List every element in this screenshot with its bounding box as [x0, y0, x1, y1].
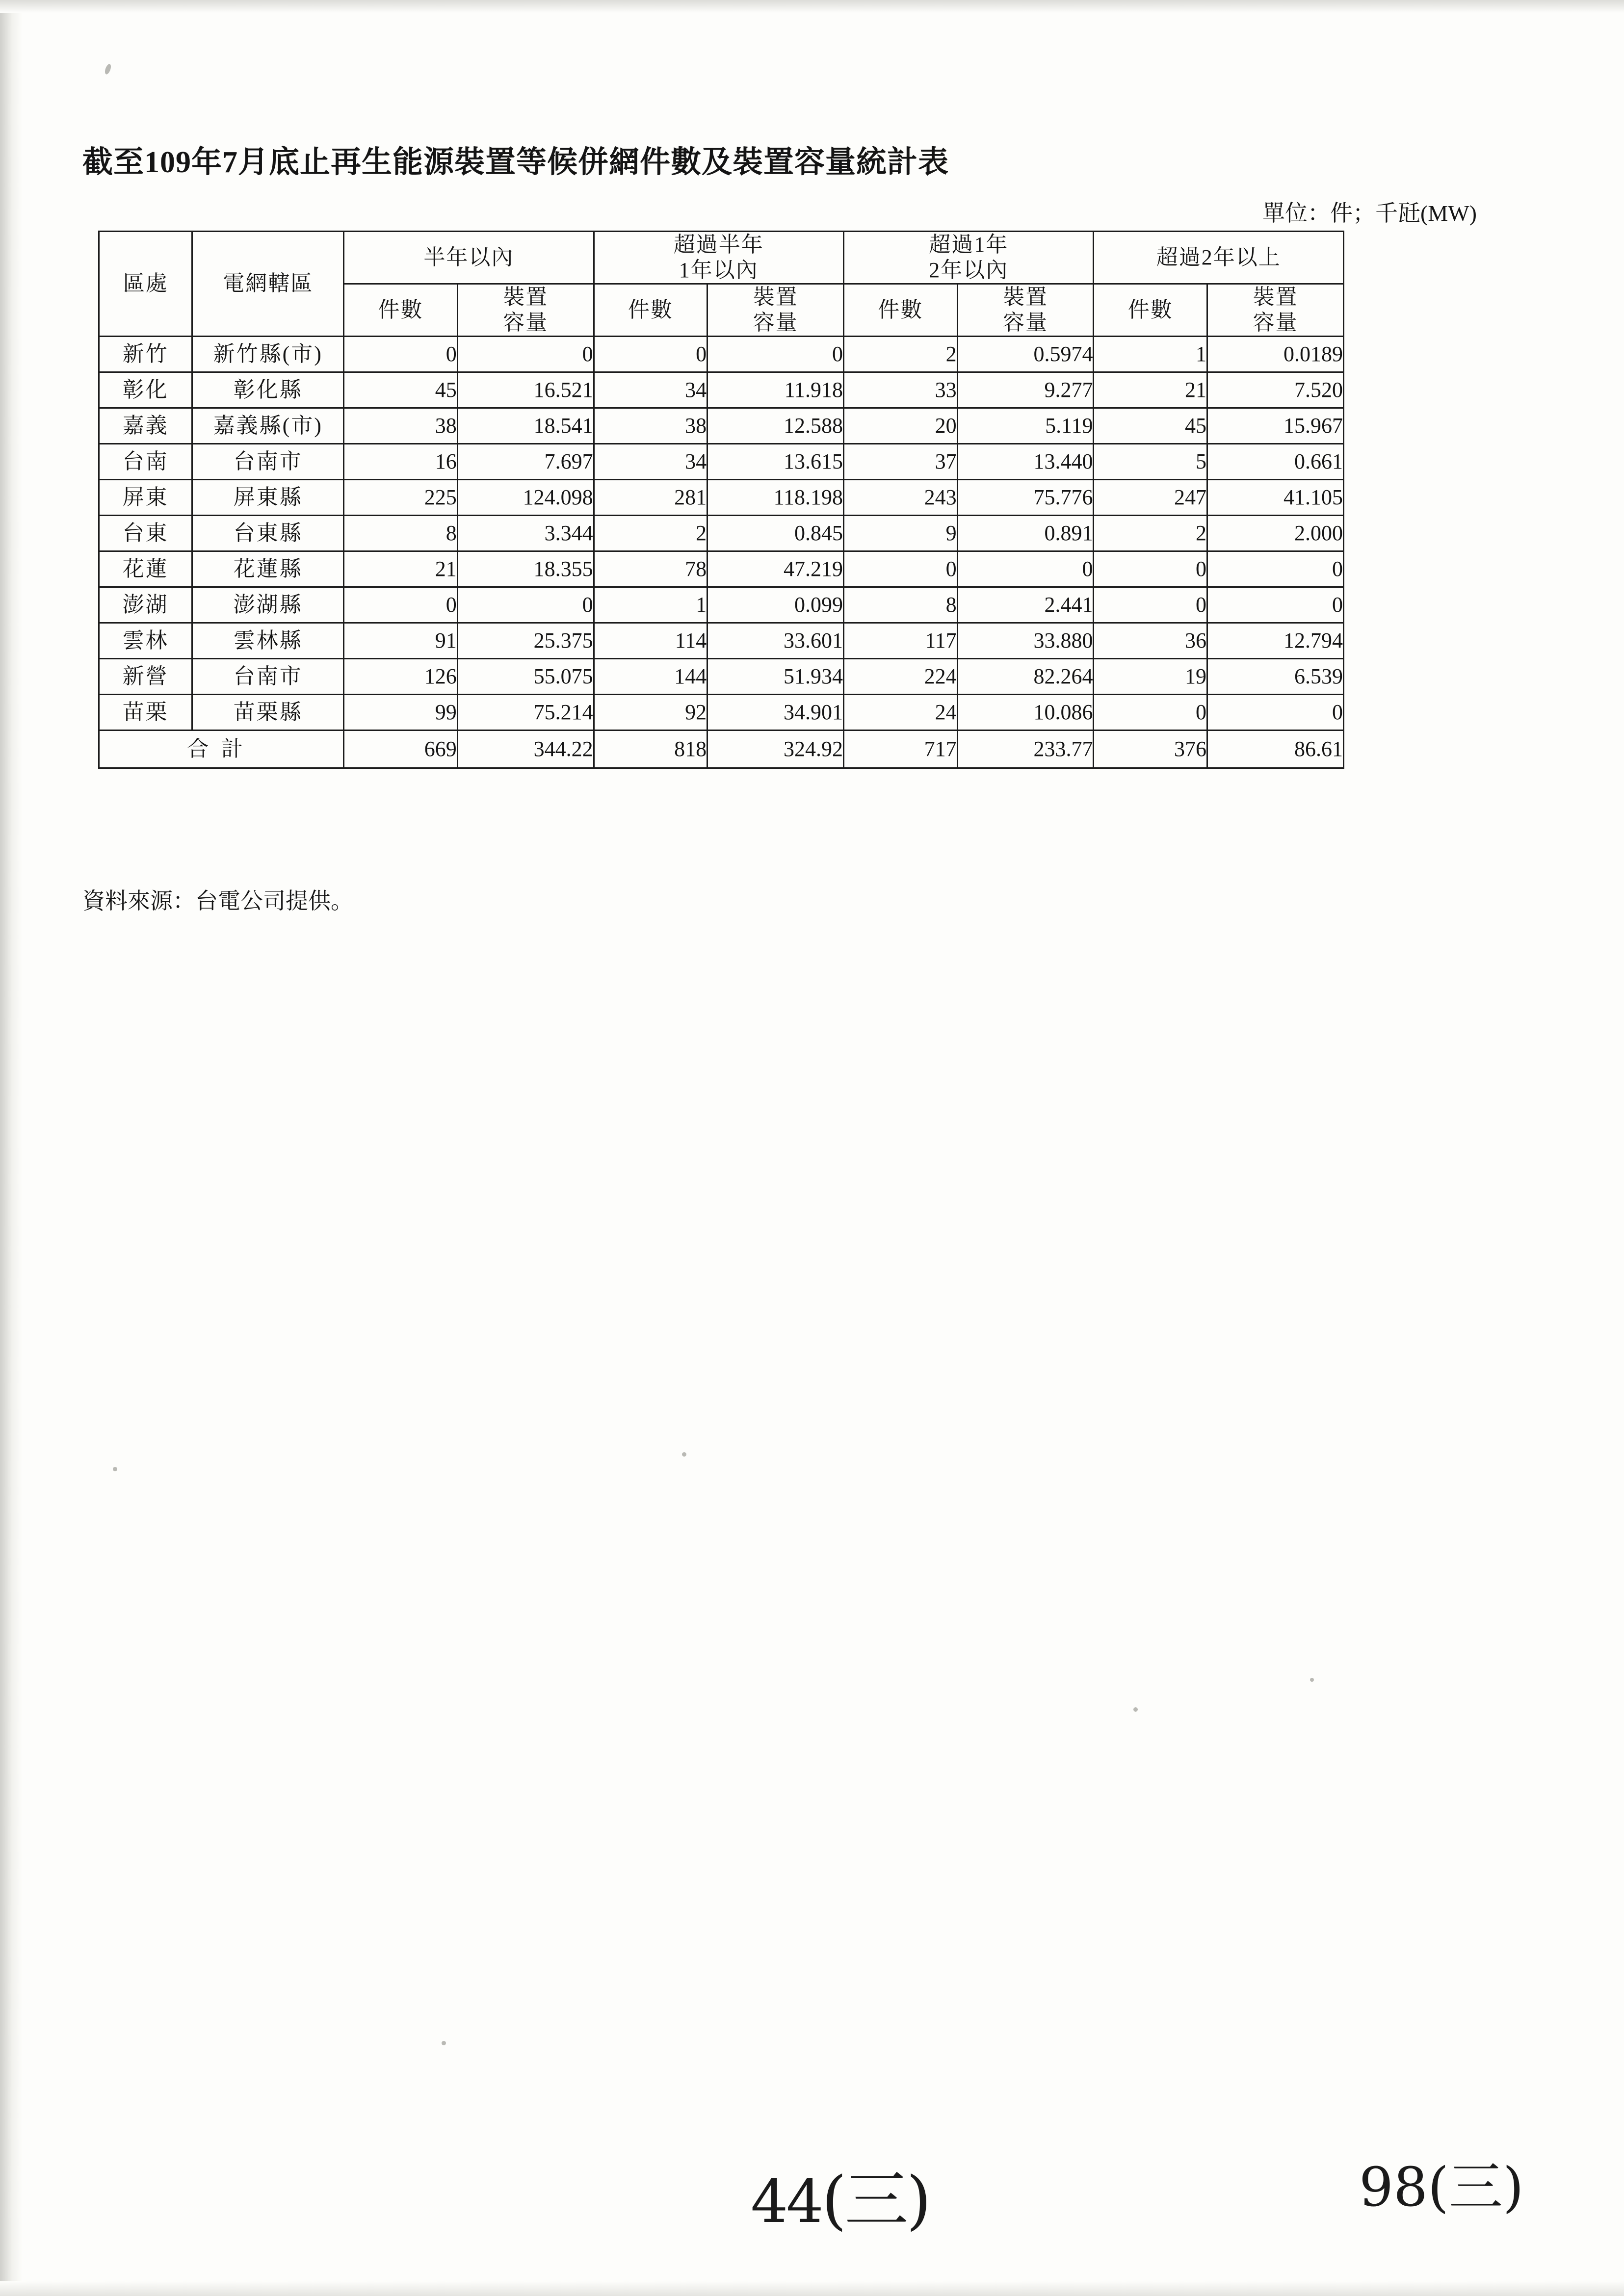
table-row	[99, 408, 1344, 444]
cell-total-count-4: 376	[1094, 730, 1207, 768]
cell-count-3: 9	[844, 515, 958, 551]
cell-total-capacity-4: 86.61	[1207, 730, 1344, 768]
cell-capacity-4: 2.000	[1207, 515, 1344, 551]
cell-grid: 苗栗縣	[192, 694, 344, 730]
cell-count-3: 243	[844, 479, 958, 515]
cell-total-label: 合計	[99, 730, 344, 768]
cell-region: 台東	[99, 515, 192, 551]
scan-speck	[682, 1452, 686, 1457]
cell-count-3: 224	[844, 658, 958, 694]
header-capacity-2-line1: 裝置	[753, 285, 798, 309]
cell-capacity-2: 33.601	[707, 623, 844, 658]
header-capacity-1-line1: 裝置	[503, 285, 549, 309]
cell-capacity-2: 12.588	[707, 408, 844, 444]
table-row	[99, 551, 1344, 587]
cell-capacity-4: 0	[1207, 551, 1344, 587]
cell-grid: 花蓮縣	[192, 551, 344, 587]
handwritten-page-number: 44	[751, 2168, 822, 2236]
cell-count-2: 0	[594, 336, 707, 372]
cell-total-capacity-3: 233.77	[957, 730, 1094, 768]
cell-count-4: 0	[1094, 551, 1207, 587]
handwritten-page-suffix-right: (三)	[1427, 2156, 1524, 2218]
cell-count-2: 38	[594, 408, 707, 444]
cell-region: 花蓮	[99, 551, 192, 587]
cell-capacity-4: 7.520	[1207, 372, 1344, 408]
cell-capacity-2: 51.934	[707, 658, 844, 694]
cell-count-4: 36	[1094, 623, 1207, 658]
scan-speck	[104, 63, 112, 75]
cell-capacity-1: 18.355	[457, 551, 594, 587]
cell-grid: 彰化縣	[192, 372, 344, 408]
cell-region: 新竹	[99, 336, 192, 372]
cell-capacity-3: 0.891	[957, 515, 1094, 551]
header-capacity-2	[707, 284, 844, 336]
table-row	[99, 623, 1344, 658]
cell-count-2: 92	[594, 694, 707, 730]
header-group-one-to-two-year	[844, 232, 1094, 284]
cell-total-count-3: 717	[844, 730, 958, 768]
handwritten-page-number-right: 98	[1359, 2156, 1428, 2218]
scan-edge-left	[0, 0, 23, 2296]
header-group-half-to-one-year	[594, 232, 843, 284]
cell-count-2: 114	[594, 623, 707, 658]
header-capacity-4	[1207, 284, 1344, 336]
cell-capacity-2: 0.099	[707, 587, 844, 623]
cell-capacity-4: 0	[1207, 587, 1344, 623]
cell-capacity-1: 75.214	[457, 694, 594, 730]
cell-count-1: 91	[344, 623, 458, 658]
cell-capacity-4: 0	[1207, 694, 1344, 730]
cell-grid: 台東縣	[192, 515, 344, 551]
handwritten-page-suffix: (三)	[821, 2163, 930, 2237]
cell-capacity-2: 47.219	[707, 551, 844, 587]
cell-count-3: 24	[844, 694, 958, 730]
cell-count-4: 21	[1094, 372, 1207, 408]
cell-count-1: 0	[344, 587, 458, 623]
cell-count-3: 37	[844, 444, 958, 479]
table-total-row	[99, 730, 1344, 768]
cell-capacity-1: 0	[457, 587, 594, 623]
header-group-half-to-one-year-line2: 1年以內	[679, 258, 759, 282]
cell-count-4: 0	[1094, 694, 1207, 730]
cell-capacity-3: 0	[957, 551, 1094, 587]
cell-count-1: 99	[344, 694, 458, 730]
header-capacity-3	[957, 284, 1094, 336]
cell-grid: 屏東縣	[192, 479, 344, 515]
cell-capacity-2: 118.198	[707, 479, 844, 515]
table-row	[99, 515, 1344, 551]
cell-count-1: 0	[344, 336, 458, 372]
cell-capacity-1: 55.075	[457, 658, 594, 694]
cell-capacity-1: 18.541	[457, 408, 594, 444]
cell-count-4: 45	[1094, 408, 1207, 444]
header-capacity-3-line2: 容量	[1003, 310, 1048, 335]
cell-capacity-4: 0.661	[1207, 444, 1344, 479]
cell-capacity-4: 0.0189	[1207, 336, 1344, 372]
cell-count-4: 5	[1094, 444, 1207, 479]
table-row	[99, 336, 1344, 372]
cell-capacity-4: 12.794	[1207, 623, 1344, 658]
cell-capacity-3: 2.441	[957, 587, 1094, 623]
cell-grid: 台南市	[192, 444, 344, 479]
cell-capacity-3: 33.880	[957, 623, 1094, 658]
cell-grid: 雲林縣	[192, 623, 344, 658]
cell-count-4: 247	[1094, 479, 1207, 515]
header-group-within-half-year: 半年以內	[344, 232, 594, 284]
cell-region: 屏東	[99, 479, 192, 515]
cell-capacity-1: 7.697	[457, 444, 594, 479]
header-grid-area: 電網轄區	[192, 232, 344, 337]
cell-capacity-2: 34.901	[707, 694, 844, 730]
cell-region: 彰化	[99, 372, 192, 408]
table-row	[99, 658, 1344, 694]
cell-count-2: 34	[594, 444, 707, 479]
cell-capacity-3: 5.119	[957, 408, 1094, 444]
cell-count-2: 281	[594, 479, 707, 515]
cell-count-2: 144	[594, 658, 707, 694]
cell-region: 雲林	[99, 623, 192, 658]
cell-capacity-3: 10.086	[957, 694, 1094, 730]
table-row	[99, 694, 1344, 730]
header-group-one-to-two-year-line2: 2年以內	[929, 258, 1009, 282]
cell-capacity-2: 13.615	[707, 444, 844, 479]
cell-grid: 台南市	[192, 658, 344, 694]
cell-count-1: 38	[344, 408, 458, 444]
cell-count-3: 2	[844, 336, 958, 372]
scan-edge-top	[0, 0, 1624, 13]
cell-total-count-2: 818	[594, 730, 707, 768]
table-row	[99, 372, 1344, 408]
cell-capacity-1: 124.098	[457, 479, 594, 515]
cell-capacity-4: 41.105	[1207, 479, 1344, 515]
header-count-3: 件數	[844, 284, 958, 336]
cell-count-3: 20	[844, 408, 958, 444]
cell-capacity-1: 16.521	[457, 372, 594, 408]
cell-count-4: 0	[1094, 587, 1207, 623]
cell-count-1: 45	[344, 372, 458, 408]
header-capacity-4-line2: 容量	[1253, 310, 1298, 335]
cell-count-3: 33	[844, 372, 958, 408]
cell-count-2: 1	[594, 587, 707, 623]
scan-speck	[1310, 1678, 1314, 1682]
table-row	[99, 479, 1344, 515]
cell-count-3: 117	[844, 623, 958, 658]
cell-region: 嘉義	[99, 408, 192, 444]
cell-count-2: 34	[594, 372, 707, 408]
cell-count-3: 0	[844, 551, 958, 587]
cell-total-capacity-2: 324.92	[707, 730, 844, 768]
cell-count-2: 78	[594, 551, 707, 587]
cell-count-1: 225	[344, 479, 458, 515]
handwritten-page-mark-center	[751, 2149, 929, 2241]
cell-grid: 新竹縣(市)	[192, 336, 344, 372]
header-capacity-1	[457, 284, 594, 336]
cell-region: 台南	[99, 444, 192, 479]
header-capacity-3-line1: 裝置	[1003, 285, 1048, 309]
header-capacity-1-line2: 容量	[503, 310, 549, 335]
cell-capacity-1: 3.344	[457, 515, 594, 551]
header-group-one-to-two-year-line1: 超過1年	[929, 233, 1009, 257]
table-header-row-groups	[99, 232, 1344, 284]
cell-capacity-3: 82.264	[957, 658, 1094, 694]
cell-capacity-3: 75.776	[957, 479, 1094, 515]
header-count-4: 件數	[1094, 284, 1207, 336]
cell-grid: 嘉義縣(市)	[192, 408, 344, 444]
scan-speck	[1133, 1707, 1138, 1712]
cell-capacity-2: 0	[707, 336, 844, 372]
cell-capacity-1: 0	[457, 336, 594, 372]
handwritten-page-mark-right	[1359, 2144, 1524, 2221]
cell-capacity-3: 0.5974	[957, 336, 1094, 372]
cell-count-4: 19	[1094, 658, 1207, 694]
header-region: 區處	[99, 232, 192, 337]
cell-capacity-4: 6.539	[1207, 658, 1344, 694]
source-note: 資料來源：台電公司提供。	[82, 888, 353, 913]
header-group-over-two-year: 超過2年以上	[1094, 232, 1344, 284]
header-group-half-to-one-year-line1: 超過半年	[673, 233, 764, 257]
cell-count-4: 2	[1094, 515, 1207, 551]
header-capacity-2-line2: 容量	[753, 310, 798, 335]
cell-capacity-1: 25.375	[457, 623, 594, 658]
cell-region: 澎湖	[99, 587, 192, 623]
cell-count-1: 126	[344, 658, 458, 694]
header-count-2: 件數	[594, 284, 707, 336]
header-capacity-4-line1: 裝置	[1253, 285, 1298, 309]
cell-count-3: 8	[844, 587, 958, 623]
cell-region: 苗栗	[99, 694, 192, 730]
cell-count-2: 2	[594, 515, 707, 551]
cell-count-1: 8	[344, 515, 458, 551]
cell-total-capacity-1: 344.22	[457, 730, 594, 768]
cell-grid: 澎湖縣	[192, 587, 344, 623]
scan-speck	[442, 2041, 446, 2045]
cell-capacity-3: 13.440	[957, 444, 1094, 479]
table-row	[99, 587, 1344, 623]
table-row	[99, 444, 1344, 479]
cell-capacity-3: 9.277	[957, 372, 1094, 408]
cell-capacity-2: 11.918	[707, 372, 844, 408]
cell-region: 新營	[99, 658, 192, 694]
cell-capacity-4: 15.967	[1207, 408, 1344, 444]
page-title: 截至109年7月底止再生能源裝置等候併網件數及裝置容量統計表	[82, 146, 949, 179]
cell-count-1: 21	[344, 551, 458, 587]
cell-capacity-2: 0.845	[707, 515, 844, 551]
cell-count-1: 16	[344, 444, 458, 479]
header-count-1: 件數	[344, 284, 458, 336]
cell-total-count-1: 669	[344, 730, 458, 768]
unit-note: 單位：件；千瓩(MW)	[1262, 201, 1477, 226]
cell-count-4: 1	[1094, 336, 1207, 372]
statistics-table	[98, 231, 1344, 769]
scan-speck	[113, 1467, 117, 1471]
scan-edge-bottom	[0, 2281, 1624, 2296]
